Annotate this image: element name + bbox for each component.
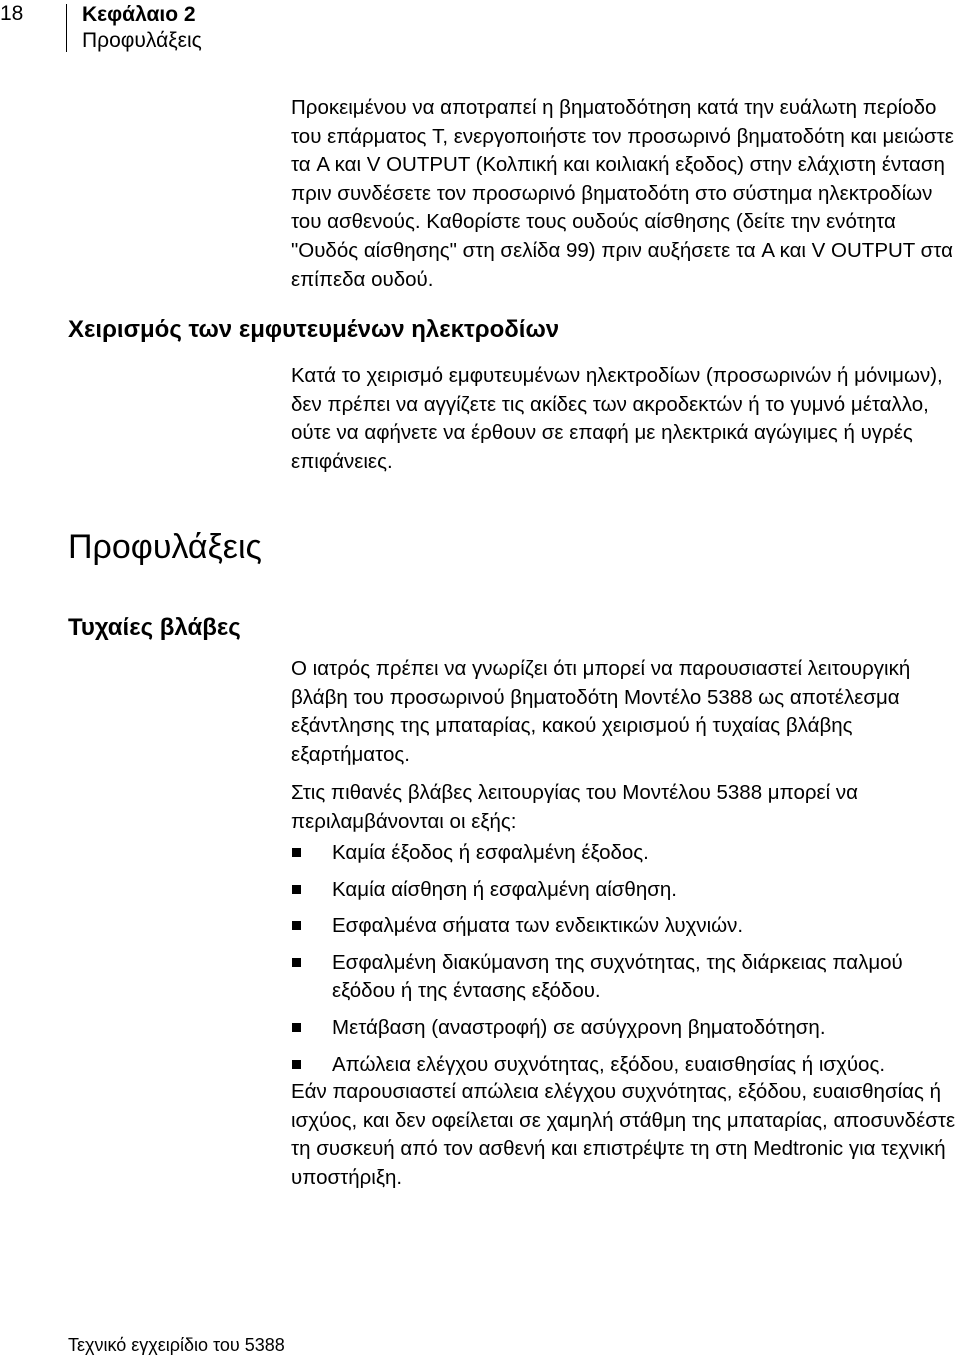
list-item <box>291 1051 960 1080</box>
precautions-heading: Προφυλάξεις <box>68 528 262 566</box>
failures-paragraph-2: Στις πιθανές βλάβες λειτουργίας του Μοντέλου 5388 μπορεί να περιλαμβάνονται οι εξής: <box>291 781 859 833</box>
footer-text: Τεχνικό εγχειρίδιο του 5388 <box>68 1335 285 1355</box>
list-item <box>291 949 960 1006</box>
handling-heading: Χειρισμός των εμφυτευμένων ηλεκτροδίων <box>68 316 560 343</box>
bullet-icon <box>292 885 301 894</box>
failures-paragraph-3: Εάν παρουσιαστεί απώλεια ελέγχου συχνότητας, εξόδου, ευαισθησίας ή ισχύος, και δεν οφείλεται σε χαμηλή στάθμη της μπαταρίας, αποσυνδέστε τη συσκευή από τον ασθενή και επιστρέψτε τη στη Medtronic για τεχνική υποστήριξη. <box>291 1080 956 1189</box>
header-divider <box>66 4 67 52</box>
list-item-text: Μετάβαση (αναστροφή) σε ασύγχρονη βηματοδότηση. <box>332 1015 826 1039</box>
list-item <box>291 912 960 941</box>
list-item-text: Εσφαλμένα σήματα των ενδεικτικών λυχνιών. <box>332 914 744 938</box>
list-item-text: Καμία έξοδος ή εσφαλμένη έξοδος. <box>332 841 649 864</box>
page-number: 18 <box>0 2 24 25</box>
bullet-icon <box>292 1060 301 1069</box>
failures-paragraph-1: Ο ιατρός πρέπει να γνωρίζει ότι μπορεί να παρουσιαστεί λειτουργική βλάβη του προσωρινού βηματοδότη Μοντέλο 5388 ως αποτέλεσμα εξάντλησης της μπαταρίας, κακού χειρισμού ή τυχαίας βλάβης εξαρτήματος. <box>291 657 911 766</box>
random-failures-heading: Τυχαίες βλάβες <box>68 614 241 641</box>
chapter-title: Προφυλάξεις <box>82 29 202 52</box>
list-item <box>291 1014 960 1043</box>
list-item <box>291 876 960 905</box>
list-item <box>291 839 960 868</box>
bullet-icon <box>292 1023 301 1032</box>
list-item-text: Απώλεια ελέγχου συχνότητας, εξόδου, ευαισθησίας ή ισχύος. <box>332 1052 886 1076</box>
bullet-icon <box>292 848 301 857</box>
handling-paragraph: Κατά το χειρισμό εμφυτευμένων ηλεκτροδίων (προσωρινών ή μόνιμων), δεν πρέπει να αγγίζετε τις ακίδες των ακροδεκτών ή το γυμνό μέταλλο, ούτε να αφήνετε να έρθουν σε επαφή με ηλεκτρικά αγώγιμες ή υγρές επιφάνειες. <box>291 364 943 473</box>
bullet-icon <box>292 958 301 967</box>
list-item-text: Εσφαλμένη διακύμανση της συχνότητας, της διάρκειας παλμού εξόδου ή της έντασης εξόδου. <box>332 950 903 1003</box>
failures-list <box>291 839 960 1087</box>
intro-paragraph: Προκειμένου να αποτραπεί η βηματοδότηση κατά την ευάλωτη περίοδο του επάρματος T, ενεργοποιήστε τον προσωρινό βηματοδότη και μειώστε τα A και V OUTPUT (Κολπική και κοιλιακή εξοδος) στην ελάχιστη ένταση πριν συνδέσετε τον προσωρινό βηματοδότη στο σύστημα ηλεκτροδίων του ασθενούς. Καθορίστε τους ουδούς αίσθησης (δείτε την ενότητα "Ουδός αίσθησης" στη σελίδα 99) πριν αυξήσετε τα A και V OUTPUT στα επίπεδα ουδού. <box>291 96 954 291</box>
chapter-label: Κεφάλαιο 2 <box>82 3 196 26</box>
list-item-text: Καμία αίσθηση ή εσφαλμένη αίσθηση. <box>332 877 677 901</box>
bullet-icon <box>292 921 301 930</box>
chapter-header <box>82 2 202 54</box>
